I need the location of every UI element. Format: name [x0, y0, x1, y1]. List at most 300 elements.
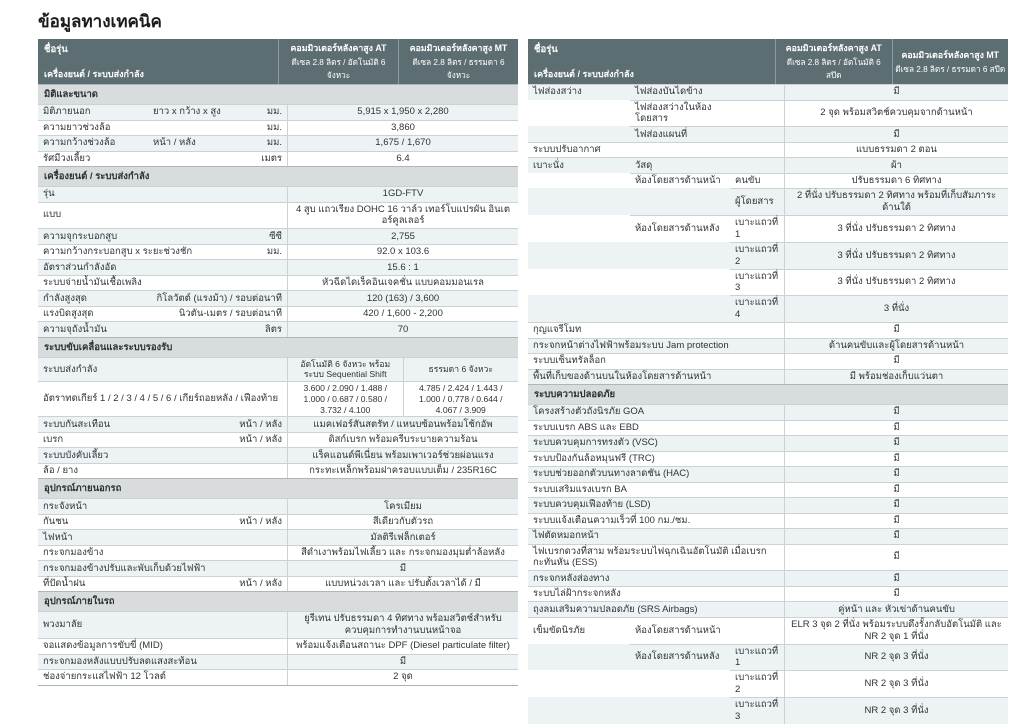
- value-cell: มี: [893, 468, 900, 480]
- row-label: กุญแจรีโมท: [528, 322, 784, 338]
- row-label: ระบบควบคุมเฟืองท้าย (LSD): [528, 497, 784, 513]
- value-cell: มี: [893, 514, 900, 526]
- header-model-label: ชื่อรุ่น: [44, 44, 68, 55]
- value-area: [784, 451, 1008, 467]
- value-cell: โครเมียม: [384, 500, 422, 512]
- value-area: [784, 570, 1008, 586]
- right-column: [528, 39, 1008, 724]
- spec-row: [528, 242, 1008, 269]
- value-cell: NR 2 จุด 3 ที่นั่ง: [864, 678, 929, 690]
- spec-row: [528, 173, 1008, 189]
- row-label: แรงบิดสูงสุด: [43, 308, 94, 320]
- label-area: [38, 228, 287, 244]
- value-area: [784, 435, 1008, 451]
- spec-row: [528, 513, 1008, 529]
- section-header: มิติและขนาด: [38, 84, 518, 104]
- row-subsublabel: เบาะแถวที่ 2: [730, 670, 784, 697]
- row-unit: กิโลวัตต์ (แรงม้า) / รอบต่อนาที: [156, 292, 282, 304]
- label-area: [38, 357, 287, 381]
- value-cell: 1GD-FTV: [382, 188, 424, 200]
- row-sublabel: ห้องโดยสารด้านหลัง: [630, 644, 730, 671]
- row-label: ล้อ / ยาง: [43, 465, 78, 477]
- value-cell: มี: [893, 530, 900, 542]
- value-cell: 3 ที่นั่ง: [883, 303, 910, 315]
- spec-row: [38, 529, 518, 545]
- value-cell: มี: [893, 551, 900, 563]
- row-label: [528, 295, 630, 322]
- spec-row: [38, 514, 518, 530]
- spec-row: [528, 617, 1008, 644]
- row-sublabel: ห้องโดยสารด้านหน้า: [630, 617, 730, 644]
- label-area: [38, 576, 287, 592]
- value-area: [784, 513, 1008, 529]
- row-label: กำลังสูงสุด: [43, 292, 87, 304]
- header-variant-column: [775, 39, 892, 84]
- spec-row: [528, 100, 1008, 127]
- value-cell: มี: [893, 128, 900, 140]
- row-subsublabel: เบาะแถวที่ 1: [730, 215, 784, 242]
- row-label: ระบบควบคุมการทรงตัว (VSC): [528, 435, 784, 451]
- value-cell: มี: [893, 86, 900, 98]
- value-area: [287, 611, 518, 638]
- row-subsublabel: [730, 126, 784, 142]
- value-area: [287, 463, 518, 479]
- label-area: [38, 529, 287, 545]
- value-area: [784, 497, 1008, 513]
- value-cell: 120 (163) / 3,600: [366, 292, 440, 304]
- row-label: [528, 644, 630, 671]
- spec-row: [528, 601, 1008, 617]
- spec-columns: [0, 39, 1024, 724]
- row-label: เบรก: [43, 434, 64, 446]
- row-subsublabel: [730, 84, 784, 100]
- value-cell: NR 2 จุด 3 ที่นั่ง: [864, 704, 929, 716]
- spec-row: [38, 447, 518, 463]
- spec-row: [528, 497, 1008, 513]
- row-sublabel: [630, 670, 730, 697]
- value-cell: 3 ที่นั่ง ปรับธรรมดา 2 ทิศทาง: [837, 249, 956, 261]
- spec-row: [38, 228, 518, 244]
- value-area: [784, 544, 1008, 571]
- variant-spec: ดีเซล 2.8 ลิตร / ธรรมดา 6 จังหวะ: [412, 58, 505, 80]
- value-cell: มี: [893, 437, 900, 449]
- value-cell: 4 สูบ แถวเรียง DOHC 16 วาล์ว เทอร์โบแปรผัน อินเตอร์คูลเลอร์: [295, 203, 511, 227]
- spec-row: [528, 126, 1008, 142]
- page-title: ข้อมูลทางเทคนิค: [38, 12, 162, 31]
- value-cell: ผ้า: [891, 159, 902, 171]
- row-label: กระจกหน้าต่างไฟฟ้าพร้อมระบบ Jam protection: [528, 338, 784, 354]
- variant-spec: ดีเซล 2.8 ลิตร / อัตโนมัติ 6 สปีด: [786, 58, 881, 80]
- row-subsublabel: เบาะแถวที่ 3: [730, 269, 784, 296]
- row-sublabel: [630, 188, 730, 215]
- row-label: ช่องจ่ายกระแสไฟฟ้า 12 โวลต์: [43, 671, 166, 683]
- value-cell: 2 จุด พร้อมสวิตช์ควบคุมจากด้านหน้า: [820, 107, 973, 119]
- variant-name: คอมมิวเตอร์หลังคาสูง MT: [901, 49, 1000, 60]
- spec-row: [38, 560, 518, 576]
- value-cell: 3 ที่นั่ง ปรับธรรมดา 2 ทิศทาง: [837, 276, 956, 288]
- variant-name: คอมมิวเตอร์หลังคาสูง AT: [785, 43, 882, 53]
- value-area: [784, 188, 1008, 215]
- value-area: [287, 202, 518, 229]
- value-cell: 1,675 / 1,670: [375, 137, 431, 149]
- row-unit: เมตร: [261, 152, 282, 164]
- spec-row: [528, 435, 1008, 451]
- spec-row: [38, 306, 518, 322]
- table-header: [38, 39, 518, 84]
- value-cell: 4.785 / 2.424 / 1.443 / 1.000 / 0.778 / 0.644 / 4.067 / 3.909: [403, 382, 519, 416]
- row-label: กระจกมองหลังแบบปรับลดแสงสะท้อน: [43, 655, 197, 667]
- row-subsublabel: เบาะแถวที่ 1: [730, 644, 784, 671]
- row-label: [528, 269, 630, 296]
- label-area: [38, 669, 287, 685]
- row-label: [528, 126, 630, 142]
- row-sublabel: หน้า / หลัง: [153, 137, 196, 149]
- value-cell: 3 ที่นั่ง ปรับธรรมดา 2 ทิศทาง: [837, 222, 956, 234]
- spec-row: [38, 576, 518, 592]
- spec-row: [38, 151, 518, 167]
- spec-row: [38, 259, 518, 275]
- row-label: ระบบช่วยออกตัวบนทางลาดชัน (HAC): [528, 466, 784, 482]
- row-label: ไฟส่องสว่าง: [528, 84, 630, 100]
- label-area: [38, 611, 287, 638]
- row-sublabel: ห้องโดยสารด้านหลัง: [630, 215, 730, 242]
- row-subsublabel: เบาะแถวที่ 4: [730, 295, 784, 322]
- spec-table-left: [38, 39, 518, 686]
- spec-row: [528, 420, 1008, 436]
- value-area: [784, 617, 1008, 644]
- row-label: กระจกมองข้างปรับและพับเก็บด้วยไฟฟ้า: [43, 562, 206, 574]
- spec-row: [528, 528, 1008, 544]
- value-area: [287, 638, 518, 654]
- value-area: [287, 669, 518, 685]
- value-area: [287, 120, 518, 136]
- value-area: [784, 295, 1008, 322]
- header-model-label: ชื่อรุ่น: [534, 44, 558, 55]
- row-label: ความยาวช่วงล้อ: [43, 121, 111, 133]
- spec-row: [528, 586, 1008, 602]
- value-area: [287, 432, 518, 448]
- spec-row: [38, 135, 518, 151]
- row-label: [528, 670, 630, 697]
- value-cell: 2,755: [391, 230, 415, 242]
- value-cell: ยูรีเทน ปรับธรรมดา 4 ทิศทาง พร้อมสวิตช์สำหรับควบคุมการทำงานบนหน้าจอ: [304, 613, 502, 637]
- value-cell: คู่หน้า และ หัวเข่าด้านคนขับ: [838, 603, 955, 615]
- label-area: [38, 560, 287, 576]
- value-area: [287, 306, 518, 322]
- row-label: มิติภายนอก: [43, 106, 91, 118]
- row-label: อัตราทดเกียร์ 1 / 2 / 3 / 4 / 5 / 6 / เกียร์ถอยหลัง / เฟืองท้าย: [43, 393, 279, 405]
- label-area: [38, 306, 287, 322]
- row-unit: มม.: [266, 137, 282, 149]
- row-subsublabel: [730, 157, 784, 173]
- row-label: รัศมีวงเลี้ยว: [43, 152, 91, 164]
- value-cell: แมคเฟอร์สันสตรัท / แหนบซ้อนพร้อมโช้กอัพ: [313, 418, 493, 430]
- value-cell: มี: [893, 406, 900, 418]
- value-area: [784, 353, 1008, 369]
- value-cell: มี: [893, 355, 900, 367]
- row-unit: มม.: [266, 121, 282, 133]
- value-area: [287, 529, 518, 545]
- spec-row: [528, 482, 1008, 498]
- value-cell: 70: [397, 323, 409, 335]
- variant-name: คอมมิวเตอร์หลังคาสูง MT: [409, 43, 508, 53]
- value-area: [287, 576, 518, 592]
- row-sublabel: [630, 242, 730, 269]
- row-subsublabel: คนขับ: [730, 173, 784, 189]
- value-area: [784, 84, 1008, 100]
- value-cell: 5,915 x 1,950 x 2,280: [357, 106, 449, 118]
- spec-row: [38, 275, 518, 291]
- value-cell: มี: [399, 562, 407, 574]
- row-subsublabel: ผู้โดยสาร: [730, 188, 784, 215]
- value-area: [287, 514, 518, 530]
- spec-row: [528, 697, 1008, 724]
- variant-spec: ดีเซล 2.8 ลิตร / ธรรมดา 6 สปีด: [895, 64, 1006, 74]
- value-cell: มี: [893, 324, 900, 336]
- value-area: [784, 157, 1008, 173]
- value-cell: สีเดียวกับตัวรถ: [372, 516, 434, 528]
- spec-row: [528, 84, 1008, 100]
- row-sublabel: ไฟส่องสว่างในห้องโดยสาร: [630, 100, 730, 127]
- label-area: [38, 104, 287, 120]
- spec-row: [528, 570, 1008, 586]
- label-area: [38, 638, 287, 654]
- row-sublabel: [630, 697, 730, 724]
- value-cell: มี: [893, 452, 900, 464]
- spec-row: [528, 353, 1008, 369]
- row-label: ถุงลมเสริมความปลอดภัย (SRS Airbags): [528, 601, 784, 617]
- variant-name: คอมมิวเตอร์หลังคาสูง AT: [290, 43, 387, 53]
- value-cell: 2 ที่นั่ง ปรับธรรมดา 2 ทิศทาง พร้อมที่เก็บสัมภาระด้านใต้: [796, 190, 997, 214]
- value-area: [784, 126, 1008, 142]
- value-area: [784, 482, 1008, 498]
- spec-row: [38, 416, 518, 432]
- value-cell: มี: [893, 572, 900, 584]
- value-area: [287, 560, 518, 576]
- label-area: [38, 275, 287, 291]
- label-area: [38, 321, 287, 337]
- value-cell: NR 2 จุด 3 ที่นั่ง: [864, 651, 929, 663]
- value-area: [287, 228, 518, 244]
- row-label: ระบบเบรก ABS และ EBD: [528, 420, 784, 436]
- row-label: ระบบส่งกำลัง: [43, 363, 98, 375]
- spec-row: [38, 611, 518, 638]
- label-area: [38, 135, 287, 151]
- row-sublabel: ไฟส่องแผนที่: [630, 126, 730, 142]
- spec-row: [528, 157, 1008, 173]
- spec-row: [528, 670, 1008, 697]
- spec-table-right: [528, 39, 1008, 724]
- value-area: [287, 244, 518, 260]
- spec-row: [38, 186, 518, 202]
- spec-row: [38, 498, 518, 514]
- row-unit: มม.: [266, 246, 282, 258]
- value-cell: อัตโนมัติ 6 จังหวะ พร้อมระบบ Sequential Shift: [300, 358, 391, 380]
- value-area: [784, 420, 1008, 436]
- spec-row: [38, 202, 518, 229]
- row-label: รุ่น: [43, 188, 55, 200]
- value-cell: มี: [893, 483, 900, 495]
- spec-row: [528, 269, 1008, 296]
- value-area: [784, 466, 1008, 482]
- value-cell: กระทะเหล็กพร้อมฝาครอบแบบเต็ม / 235R16C: [309, 465, 497, 477]
- section-header: ระบบความปลอดภัย: [528, 384, 1008, 404]
- row-subsublabel: [730, 617, 784, 644]
- spec-row: [528, 369, 1008, 385]
- value-cell: 2 จุด: [393, 671, 413, 683]
- row-subsublabel: เบาะแถวที่ 2: [730, 242, 784, 269]
- value-area: [784, 586, 1008, 602]
- spec-row: [38, 545, 518, 561]
- value-area: [784, 404, 1008, 420]
- table-header: [528, 39, 1008, 84]
- row-label: ที่ปัดน้ำฝน: [43, 578, 86, 590]
- row-label: อัตราส่วนกำลังอัด: [43, 261, 117, 273]
- row-subsublabel: เบาะแถวที่ 3: [730, 697, 784, 724]
- value-area: [784, 644, 1008, 671]
- row-unit: หน้า / หลัง: [239, 418, 282, 430]
- value-area: [287, 357, 518, 381]
- header-variant-column: [892, 39, 1009, 84]
- spec-row: [528, 215, 1008, 242]
- row-label: ความจุถังน้ำมัน: [43, 323, 107, 335]
- row-label: ระบบเซ็นทรัลล็อก: [528, 353, 784, 369]
- row-sublabel: วัสดุ: [630, 157, 730, 173]
- value-area: [784, 528, 1008, 544]
- value-area: [784, 242, 1008, 269]
- value-area: [784, 369, 1008, 385]
- row-label: ไฟหน้า: [43, 531, 73, 543]
- section-header: อุปกรณ์ภายนอกรถ: [38, 478, 518, 498]
- value-area: [287, 321, 518, 337]
- value-area: [784, 215, 1008, 242]
- value-area: [784, 697, 1008, 724]
- label-area: [38, 202, 287, 229]
- label-area: [38, 120, 287, 136]
- table-header-title: [38, 39, 278, 84]
- value-cell: สีดำเงาพร้อมไฟเลี้ยว และ กระจกมองมุมต่ำล้อหลัง: [301, 547, 505, 559]
- row-label: [528, 173, 630, 189]
- label-area: [38, 447, 287, 463]
- value-area: [784, 100, 1008, 127]
- spec-row: [38, 120, 518, 136]
- row-label: [528, 215, 630, 242]
- variant-spec: ดีเซล 2.8 ลิตร / อัตโนมัติ 6 จังหวะ: [291, 58, 386, 80]
- row-label: ระบบป้องกันล้อหมุนฟรี (TRC): [528, 451, 784, 467]
- value-area: [784, 322, 1008, 338]
- value-cell: ธรรมดา 6 จังหวะ: [403, 358, 519, 381]
- row-unit: หน้า / หลัง: [239, 516, 282, 528]
- label-area: [38, 654, 287, 670]
- spec-row: [38, 321, 518, 337]
- value-cell: แบบธรรมดา 2 ตอน: [856, 144, 937, 156]
- row-unit: ซีซี: [269, 230, 282, 242]
- section-header: เครื่องยนต์ / ระบบส่งกำลัง: [38, 166, 518, 186]
- value-cell: แบบหน่วงเวลา และ ปรับตั้งเวลาได้ / มี: [325, 578, 481, 590]
- row-sublabel: [630, 269, 730, 296]
- value-area: [784, 142, 1008, 158]
- value-area: [287, 151, 518, 167]
- row-label: ไฟเบรกดวงที่สาม พร้อมระบบไฟฉุกเฉินอัตโนมัติ เมื่อเบรกกะทันหัน (ESS): [528, 544, 784, 571]
- row-label: ระบบกันสะเทือน: [43, 418, 111, 430]
- spec-row: [38, 104, 518, 120]
- row-sublabel: ห้องโดยสารด้านหน้า: [630, 173, 730, 189]
- value-area: [784, 670, 1008, 697]
- row-label: [528, 100, 630, 127]
- label-area: [38, 151, 287, 167]
- label-area: [38, 514, 287, 530]
- spec-row: [38, 357, 518, 381]
- spec-row: [528, 451, 1008, 467]
- spec-row: [528, 338, 1008, 354]
- row-label: [528, 188, 630, 215]
- row-label: จอแสดงข้อมูลการขับขี่ (MID): [43, 640, 163, 652]
- label-area: [38, 381, 287, 416]
- header-variant-column: [278, 39, 398, 84]
- value-cell: พร้อมแจ้งเตือนสถานะ DPF (Diesel particulate filter): [296, 640, 510, 652]
- row-label: พื้นที่เก็บของด้านบนในห้องโดยสารด้านหน้า: [528, 369, 784, 385]
- value-area: [287, 498, 518, 514]
- value-area: [287, 416, 518, 432]
- header-engine-label: เครื่องยนต์ / ระบบส่งกำลัง: [534, 69, 634, 79]
- row-sublabel: ยาว x กว้าง x สูง: [153, 106, 221, 118]
- row-label: เบาะนั่ง: [528, 157, 630, 173]
- value-cell: 6.4: [396, 152, 410, 164]
- row-label: แบบ: [43, 209, 62, 221]
- value-area: [287, 259, 518, 275]
- row-sublabel: [630, 295, 730, 322]
- value-cell: ดิสก์เบรก พร้อมครีบระบายความร้อน: [328, 434, 478, 446]
- row-unit: หน้า / หลัง: [239, 434, 282, 446]
- spec-row: [528, 466, 1008, 482]
- spec-row: [38, 432, 518, 448]
- row-unit: มม.: [266, 106, 282, 118]
- value-cell: ด้านคนขับและผู้โดยสารด้านหน้า: [828, 339, 965, 351]
- label-area: [38, 186, 287, 202]
- label-area: [38, 259, 287, 275]
- label-area: [38, 463, 287, 479]
- row-label: ระบบเสริมแรงเบรก BA: [528, 482, 784, 498]
- value-cell: 420 / 1,600 - 2,200: [363, 308, 443, 320]
- value-area: [287, 104, 518, 120]
- row-label: ระบบไล่ฝ้ากระจกหลัง: [528, 586, 784, 602]
- value-cell: ปรับธรรมดา 6 ทิศทาง: [851, 175, 942, 187]
- value-area: [287, 447, 518, 463]
- value-cell: 3,860: [391, 121, 415, 133]
- header-engine-label: เครื่องยนต์ / ระบบส่งกำลัง: [44, 69, 144, 79]
- row-label: กระจังหน้า: [43, 500, 88, 512]
- value-cell: 15.6 : 1: [387, 261, 419, 273]
- value-cell: 3.600 / 2.090 / 1.488 / 1.000 / 0.687 / 0.580 / 3.732 / 4.100: [303, 383, 388, 415]
- row-label: เข็มขัดนิรภัย: [528, 617, 630, 644]
- row-label: ระบบบังคับเลี้ยว: [43, 449, 109, 461]
- value-cell: มี: [893, 499, 900, 511]
- row-label: ระบบแจ้งเตือนความเร็วที่ 100 กม./ชม.: [528, 513, 784, 529]
- row-label: ความกว้างช่วงล้อ: [43, 137, 116, 149]
- spec-row: [38, 638, 518, 654]
- row-unit: นิวตัน-เมตร / รอบต่อนาที: [178, 308, 282, 320]
- value-cell: ELR 3 จุด 2 ที่นั่ง พร้อมระบบดึงรั้งกลับอัตโนมัติ และ NR 2 จุด 1 ที่นั่ง: [791, 618, 1002, 642]
- row-label: [528, 697, 630, 724]
- value-area: [784, 173, 1008, 189]
- spec-row: [528, 404, 1008, 420]
- label-area: [38, 432, 287, 448]
- row-label: ความจุกระบอกสูบ: [43, 230, 118, 242]
- spec-row: [528, 322, 1008, 338]
- spec-row: [528, 188, 1008, 215]
- row-unit: ลิตร: [264, 323, 282, 335]
- label-area: [38, 498, 287, 514]
